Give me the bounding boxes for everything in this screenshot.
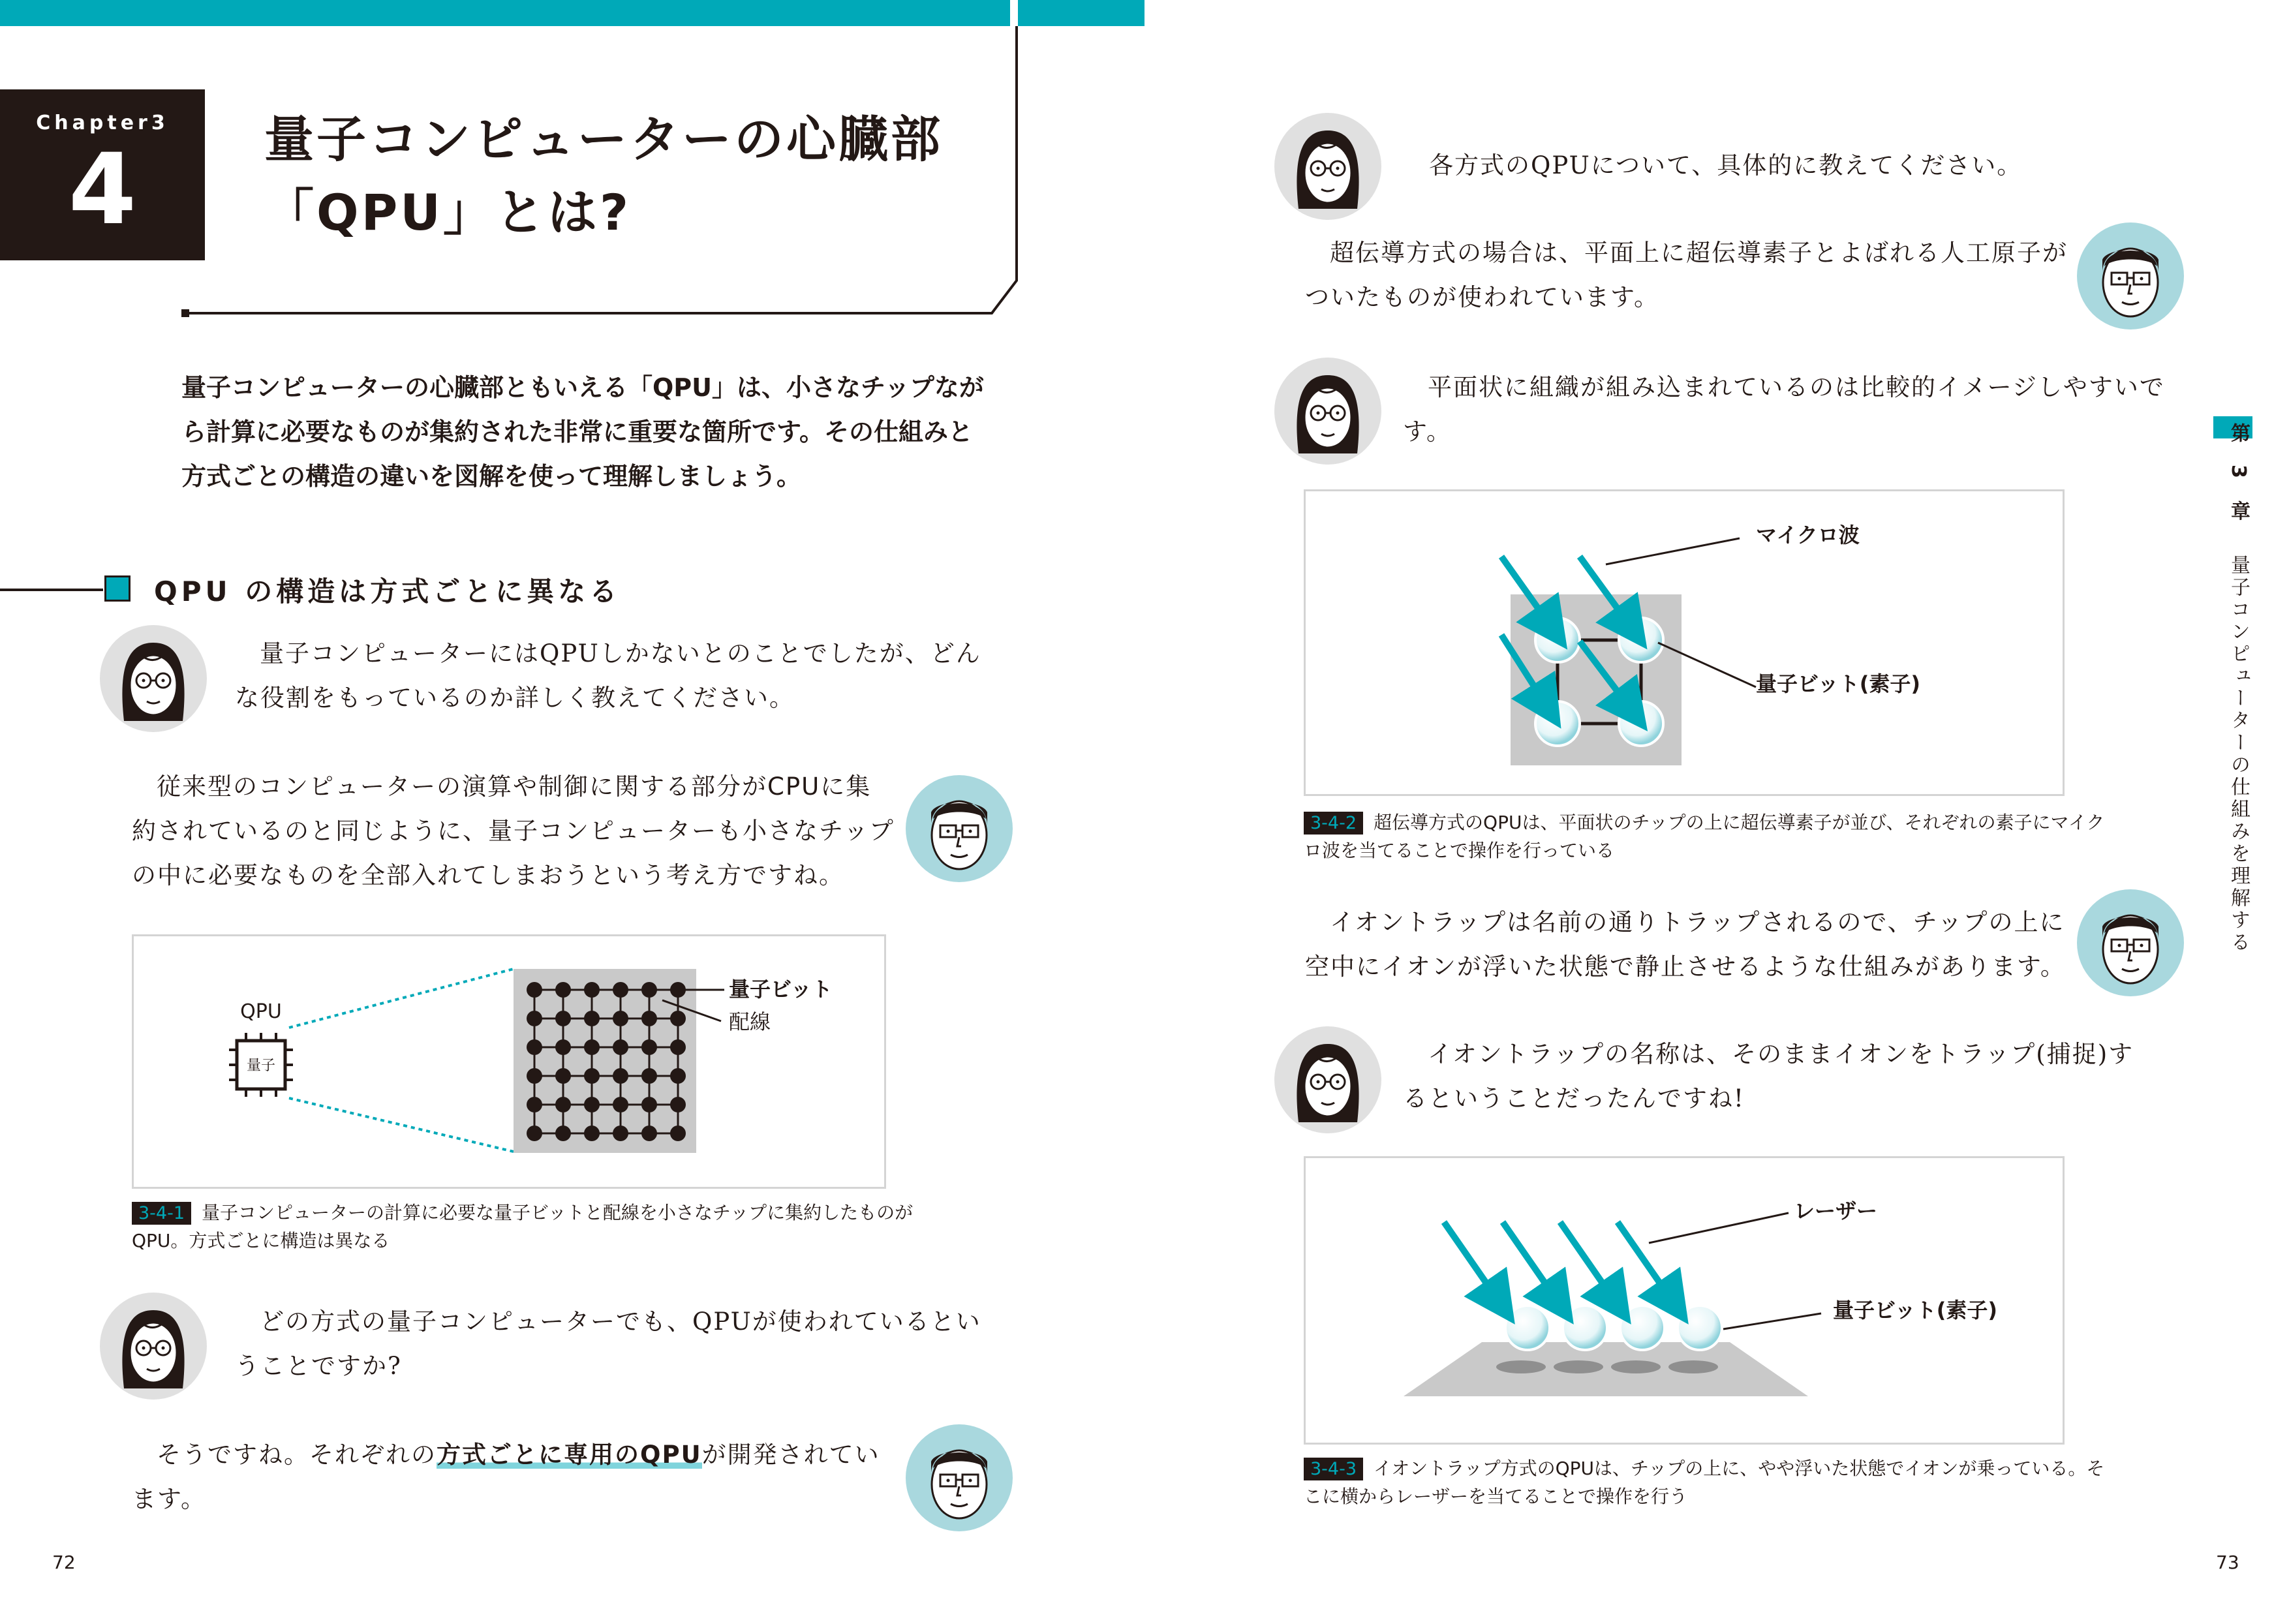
answer-line: 超伝導方式の場合は、平面上に超伝導素子とよばれる人工原子が [1330, 239, 2068, 267]
section-heading-rule [0, 589, 103, 591]
label-wiring: 配線 [729, 1009, 771, 1034]
top-accent-bar-right [1018, 0, 1144, 26]
caption-3-4-3 [1304, 1455, 2191, 1510]
avatar-woman [1272, 356, 1383, 467]
answer-2 [132, 1433, 915, 1522]
qubit-dot [613, 1039, 628, 1055]
question-line: 量子コンピューターにはQPUしかないとのことでしたが、どん [260, 639, 981, 667]
qubit-dot [641, 1039, 657, 1055]
question-line: イオントラップの名称は、そのままイオンをトラップ(捕捉)す [1428, 1040, 2134, 1068]
question-line: るということだったんですね! [1403, 1084, 1745, 1112]
side-tab-prefix: 第 [2227, 423, 2250, 446]
avatar-man [904, 773, 1015, 884]
side-tab-suffix: 章 [2227, 500, 2250, 525]
question-3 [1429, 144, 2212, 188]
question-line: 平面状に組織が組み込まれているのは比較的イメージしやすいで [1428, 373, 2165, 401]
lead-paragraph [181, 365, 1030, 498]
qubit-dot [613, 1097, 628, 1112]
answer-line: ついたものが使われています。 [1305, 283, 1660, 311]
figure-tag: 3-4-2 [1304, 812, 1363, 835]
qubit-dot [641, 1068, 657, 1084]
qubit-dot [527, 1097, 542, 1112]
chip-text: 量子 [246, 1058, 276, 1074]
section-heading: QPU の構造は方式ごとに異なる [154, 575, 621, 607]
qubit-dot [641, 1097, 657, 1112]
question-line: 各方式のQPUについて、具体的に教えてください。 [1429, 151, 2023, 179]
superconducting-diagram [1306, 491, 2063, 794]
qubit-dot [555, 1097, 571, 1112]
question-line: どの方式の量子コンピューターでも、QPUが使われているとい [260, 1308, 981, 1336]
qubit-dot [584, 1039, 600, 1055]
answer-text: が開発されてい [701, 1441, 880, 1469]
qubit-dot [613, 982, 628, 998]
question-2 [235, 1300, 1018, 1388]
question-5 [1403, 1032, 2186, 1121]
qubit-dot [527, 1126, 542, 1141]
caption-text: 量子コンピューターの計算に必要な量子ビットと配線を小さなチップに集約したものが [202, 1202, 914, 1223]
qpu-label: QPU [240, 1000, 282, 1023]
answer-line: 従来型のコンピューターの演算や制御に関する部分がCPUに集 [157, 773, 872, 801]
qubit-dot [527, 982, 542, 998]
caption-line: こに横からレーザーを当てることで操作を行う [1304, 1486, 1688, 1507]
qubit-dot [670, 1097, 686, 1112]
qubit-dot [613, 1126, 628, 1141]
caption-line: ロ波を当てることで操作を行っている [1304, 840, 1615, 861]
avatar-woman [98, 623, 209, 734]
label-qubit-element: 量子ビット(素子) [1756, 671, 1920, 696]
qubit-dot [527, 1011, 542, 1026]
label-laser: レーザー [1794, 1199, 1878, 1223]
caption-line [132, 1199, 1013, 1227]
qubit-dot [670, 1039, 686, 1055]
qubit-dot [555, 1068, 571, 1084]
caption-line: QPU。方式ごとに構造は異なる [132, 1230, 390, 1251]
qubit-dot [670, 1068, 686, 1084]
lead-line: 方式ごとの構造の違いを図解を使って理解しましょう。 [181, 462, 802, 491]
avatar-man [904, 1422, 1015, 1533]
qubit-dot [555, 982, 571, 998]
qubit-dot [670, 1126, 686, 1141]
answer-4 [1305, 900, 2088, 989]
section-number: 4 [68, 133, 137, 247]
avatar-man [2075, 221, 2186, 331]
qubit-dot [613, 1068, 628, 1084]
qubit-dot [555, 1039, 571, 1055]
qubit-dot [555, 1126, 571, 1141]
answer-line: 空中にイオンが浮いた状態で静止させるような仕組みがあります。 [1305, 953, 2066, 981]
chapter-badge [0, 89, 205, 260]
caption-line [1304, 809, 2191, 837]
qubit-dot [584, 1068, 600, 1084]
label-microwave: マイクロ波 [1756, 523, 1860, 547]
laser-arrows [1444, 1222, 1674, 1303]
section-heading-square [104, 575, 131, 602]
figure-3-4-3 [1304, 1156, 2065, 1445]
qpu-diagram [134, 936, 884, 1187]
label-qubit-ion: 量子ビット(素子) [1833, 1298, 1997, 1323]
question-4 [1403, 365, 2186, 454]
ion-trap-diagram [1306, 1158, 2063, 1443]
label-qubit: 量子ビット [729, 977, 833, 1002]
caption-text: イオントラップ方式のQPUは、チップの上に、やや浮いた状態でイオンが乗っている。そ [1374, 1458, 2105, 1479]
page-number-left: 72 [52, 1552, 76, 1573]
qubit-dot [670, 1011, 686, 1026]
question-line: うことですか? [235, 1352, 402, 1380]
caption-3-4-2 [1304, 809, 2191, 865]
avatar-woman [1272, 111, 1383, 222]
qubit-dot [555, 1011, 571, 1026]
qubit-dot [527, 1039, 542, 1055]
avatar-man [2075, 887, 2186, 998]
chip-icon [229, 1033, 293, 1097]
answer-3 [1305, 231, 2088, 320]
caption-text: 超伝導方式のQPUは、平面状のチップの上に超伝導素子が並び、それぞれの素子にマイク [1374, 812, 2105, 833]
qubit-dot [641, 1126, 657, 1141]
title-line-2: 「QPU」とは? [264, 183, 632, 241]
lead-line: 量子コンピューターの心臓部ともいえる「QPU」は、小さなチップなが [181, 373, 984, 402]
answer-line: ます。 [132, 1485, 207, 1513]
lead-line: ら計算に必要なものが集約された非常に重要な箇所です。その仕組みと [181, 418, 973, 446]
qubit-dot [613, 1011, 628, 1026]
highlighted-phrase: 方式ごとに専用のQPU [437, 1441, 702, 1469]
figure-tag: 3-4-1 [132, 1202, 191, 1225]
figure-3-4-1 [132, 934, 886, 1189]
question-1 [235, 632, 1018, 720]
question-line: な役割をもっているのか詳しく教えてください。 [235, 684, 795, 712]
side-tab-chapter-number: 3 [2227, 465, 2250, 483]
page-number-right: 73 [2216, 1552, 2239, 1573]
qubit-dot [584, 1011, 600, 1026]
qubit-dot [527, 1068, 542, 1084]
answer-line [132, 1433, 915, 1477]
caption-line [1304, 1455, 2191, 1483]
chapter-label: Chapter3 [36, 112, 169, 134]
answer-line: 約されているのと同じように、量子コンピューターも小さなチップ [132, 817, 895, 845]
qubit-dot [584, 1126, 600, 1141]
title-line-1: 量子コンピューターの心臓部 [264, 110, 943, 168]
answer-line: の中に必要なものを全部入れてしまおうという考え方ですね。 [132, 861, 844, 889]
answer-line: イオントラップは名前の通りトラップされるので、チップの上に [1330, 908, 2065, 936]
figure-3-4-2 [1304, 489, 2065, 796]
figure-tag: 3-4-3 [1304, 1458, 1363, 1480]
answer-text: そうですね。それぞれの [157, 1441, 437, 1469]
qubit-dot [584, 1097, 600, 1112]
side-tab-title: 量子コンピューターの仕組みを理解する [2227, 555, 2250, 954]
qubit-dot [584, 982, 600, 998]
caption-3-4-1 [132, 1199, 1013, 1255]
avatar-woman [1272, 1024, 1383, 1135]
question-line: す。 [1403, 418, 1452, 446]
avatar-woman [98, 1291, 209, 1402]
qubit-dot [641, 1011, 657, 1026]
answer-1 [132, 765, 915, 898]
side-tab [2224, 423, 2252, 525]
page-title [264, 103, 943, 249]
qubit-dot [641, 982, 657, 998]
